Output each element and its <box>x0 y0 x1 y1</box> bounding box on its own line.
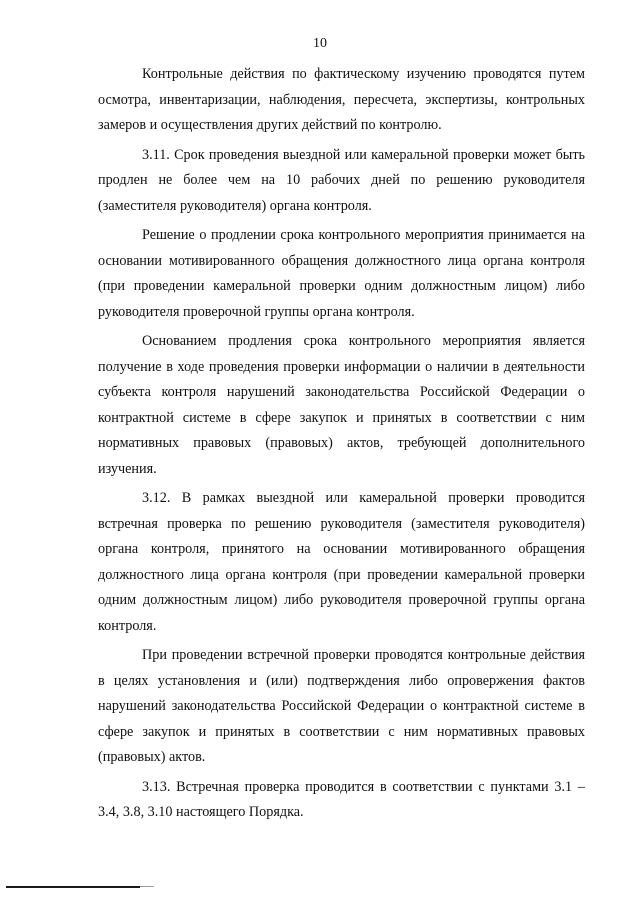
paragraph-3-12: 3.12. В рамках выездной или камеральной проверки проводится встречная проверка по решению руководителя (заместителя руководителя) органа контроля, принятого на основании мотивированного обращения должностного лица органа контроля (при проведении камеральной проверки одним должностным лицом) либо руководителя проверочной группы органа контроля. <box>98 490 585 634</box>
paragraph-counter-inspection-actions: При проведении встречной проверки проводятся контрольные действия в целях установления и (или) подтверждения либо опровержения фактов нарушений законодательства Российской Федерации о контрактной системе в сфере закупок и принятых в соответствии с ним нормативных правовых (правовых) актов. <box>98 647 585 765</box>
paragraph-extension-grounds: Основанием продления срока контрольного мероприятия является получение в ходе проведения проверки информации о наличии в деятельности субъекта контроля нарушений законодательства Российской Федерации о контрактной системе в сфере закупок и принятых в соответствии с ним нормативных правовых (правовых) актов, требующей дополнительного изучения. <box>98 333 585 477</box>
scan-artifact-line <box>6 886 140 888</box>
paragraph-control-actions: Контрольные действия по фактическому изучению проводятся путем осмотра, инвентаризации, наблюдения, пересчета, экспертизы, контрольных замеров и осуществления других действий по контролю. <box>98 66 585 133</box>
paragraph-extension-decision: Решение о продлении срока контрольного мероприятия принимается на основании мотивированного обращения должностного лица органа контроля (при проведении камеральной проверки одним должностным лицом) либо руководителя проверочной группы органа контроля. <box>98 227 585 320</box>
paragraph-3-11: 3.11. Срок проведения выездной или камеральной проверки может быть продлен не более чем на 10 рабочих дней по решению руководителя (заместителя руководителя) органа контроля. <box>98 146 585 214</box>
scan-artifact-line-tail <box>140 886 154 887</box>
document-body <box>98 62 585 830</box>
paragraph-3-13: 3.13. Встречная проверка проводится в соответствии с пунктами 3.1 – 3.4, 3.8, 3.10 настоящего Порядка. <box>98 778 585 820</box>
page-number: 10 <box>313 36 327 51</box>
